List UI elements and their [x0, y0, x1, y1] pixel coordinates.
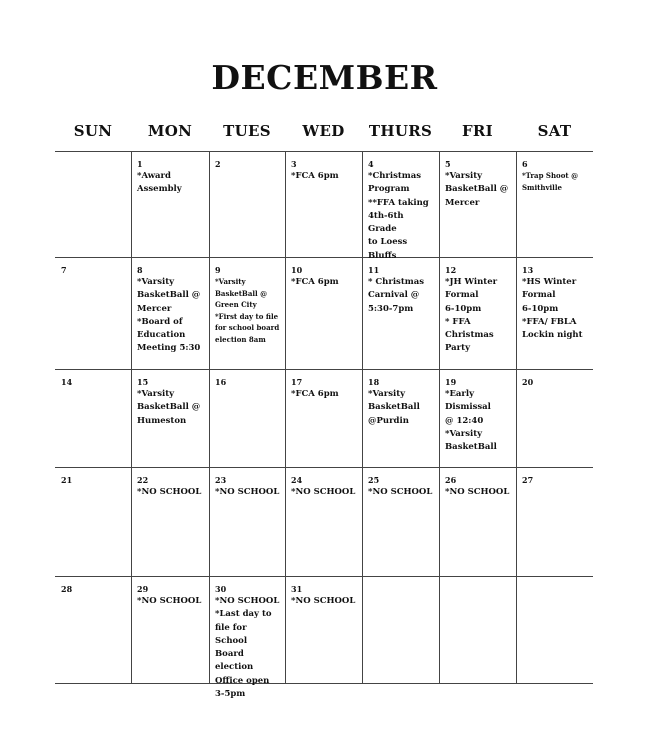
day-events: *FCA 6pm [291, 277, 339, 287]
day-number: 14 [61, 377, 73, 387]
day-cell [362, 467, 439, 576]
month-title: DECEMBER [211, 58, 438, 97]
day-cell [516, 576, 593, 683]
day-cell [131, 151, 209, 257]
day-events: *NO SCHOOL [291, 487, 356, 497]
day-cell [439, 576, 516, 683]
day-number: 18 [368, 377, 380, 387]
day-number: 20 [522, 377, 534, 387]
day-cell [131, 257, 209, 369]
day-cell [209, 467, 285, 576]
day-events: *Trap Shoot @ Smithville [522, 171, 579, 192]
day-events: *NO SCHOOL *Last day to file for School Board election Office open 3-5pm [215, 596, 280, 700]
calendar-grid [55, 151, 593, 700]
weekday-fri: FRI [461, 122, 494, 140]
day-cell [285, 576, 362, 683]
day-number: 4 [368, 159, 374, 169]
day-number: 13 [522, 265, 534, 275]
day-number: 21 [61, 475, 73, 485]
day-number: 16 [215, 377, 227, 387]
day-cell [439, 151, 516, 257]
day-cell [516, 257, 593, 369]
day-cell [362, 369, 439, 467]
day-number: 17 [291, 377, 303, 387]
day-number: 24 [291, 475, 303, 485]
day-cell [55, 257, 131, 369]
day-cell [362, 257, 439, 369]
weekday-thurs: THURS [368, 122, 433, 140]
day-cell [131, 576, 209, 683]
day-events: *NO SCHOOL [291, 596, 356, 606]
day-cell [55, 151, 131, 257]
day-events: *FCA 6pm [291, 389, 339, 399]
day-number: 7 [61, 265, 67, 275]
day-number: 25 [368, 475, 380, 485]
day-cell [439, 369, 516, 467]
day-events: *Varsity BasketBall @Purdin [368, 389, 420, 426]
weekday-sun: SUN [73, 122, 113, 140]
day-events: *Christmas Program **FFA taking 4th-6th Grade to Loess Bluffs [368, 171, 429, 261]
day-number: 6 [522, 159, 528, 169]
day-events: *Varsity BasketBall @ Green City *First day to file for school board election 8am [215, 277, 280, 344]
day-cell [516, 151, 593, 257]
day-events: *Varsity BasketBall @ Mercer *Board of Education Meeting 5:30 [137, 277, 201, 354]
day-number: 10 [291, 265, 303, 275]
day-cell [516, 369, 593, 467]
day-number: 27 [522, 475, 534, 485]
day-cell [362, 576, 439, 683]
day-events: *Award Assembly [137, 171, 182, 195]
day-cell [439, 257, 516, 369]
day-number: 28 [61, 584, 73, 594]
day-number: 8 [137, 265, 143, 275]
day-cell [285, 151, 362, 257]
day-number: 12 [445, 265, 457, 275]
day-events: * Christmas Carnival @ 5:30-7pm [368, 277, 425, 314]
day-number: 2 [215, 159, 221, 169]
day-events: *Early Dismissal @ 12:40 *Varsity BasketBall [445, 389, 497, 453]
day-cell [209, 151, 285, 257]
day-cell [55, 369, 131, 467]
day-events: *Varsity BasketBall @ Mercer [445, 171, 509, 208]
weekday-wed: WED [302, 122, 345, 140]
day-cell [209, 369, 285, 467]
day-number: 3 [291, 159, 297, 169]
day-cell [131, 467, 209, 576]
day-cell [362, 151, 439, 261]
day-number: 5 [445, 159, 451, 169]
day-number: 26 [445, 475, 457, 485]
day-cell [516, 467, 593, 576]
day-events: *NO SCHOOL [137, 487, 202, 497]
day-cell [55, 467, 131, 576]
day-number: 1 [137, 159, 143, 169]
day-events: *HS Winter Formal 6-10pm *FFA/ FBLA Lockin night [522, 277, 583, 341]
day-events: *Varsity BasketBall @ Humeston [137, 389, 201, 426]
day-events: *NO SCHOOL [368, 487, 433, 497]
day-events: *NO SCHOOL [215, 487, 280, 497]
day-cell [209, 576, 285, 700]
day-events: *NO SCHOOL [137, 596, 202, 606]
day-cell [285, 257, 362, 369]
day-number: 29 [137, 584, 149, 594]
weekday-mon: MON [147, 122, 193, 140]
day-number: 23 [215, 475, 227, 485]
weekday-header-row [55, 122, 593, 142]
day-number: 9 [215, 265, 221, 275]
day-events: *NO SCHOOL [445, 487, 510, 497]
day-cell [439, 467, 516, 576]
day-number: 30 [215, 584, 227, 594]
day-cell [55, 576, 131, 683]
weekday-sat: SAT [537, 122, 572, 140]
grid-row-line [55, 683, 593, 684]
day-number: 11 [368, 265, 380, 275]
day-cell [209, 257, 285, 369]
day-events: *JH Winter Formal 6-10pm * FFA Christmas Party [445, 277, 498, 354]
weekday-tues: TUES [223, 122, 271, 140]
day-number: 31 [291, 584, 303, 594]
day-number: 19 [445, 377, 457, 387]
day-cell [285, 467, 362, 576]
day-number: 22 [137, 475, 149, 485]
day-cell [131, 369, 209, 467]
day-number: 15 [137, 377, 149, 387]
day-cell [285, 369, 362, 467]
day-events: *FCA 6pm [291, 171, 339, 181]
